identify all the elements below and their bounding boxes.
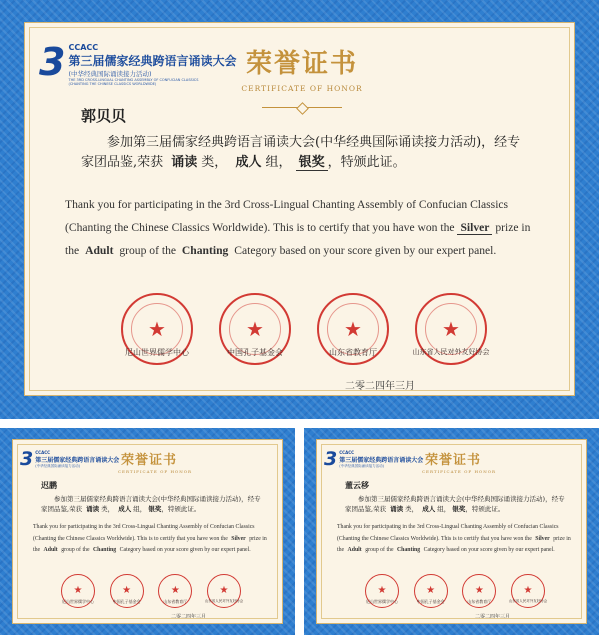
certificate-3-frame: [304, 428, 599, 635]
event-logo: [20, 450, 119, 469]
event-logo: [324, 450, 423, 469]
issue-date: 二零二四年三月: [475, 614, 511, 620]
certificate-3-paper: [316, 439, 587, 624]
logo-subtitle-cn: (中华经典国际诵读接力活动): [35, 464, 80, 468]
seals-row: [61, 574, 244, 608]
logo-subtitle-cn: (中华经典国际诵读接力活动): [339, 464, 384, 468]
honor-title: 荣誉证书: [245, 49, 358, 79]
star-icon: ★: [246, 317, 264, 341]
seals-row: [121, 293, 490, 365]
honor-subtitle: CERTIFICATE OF HONOR: [118, 469, 192, 474]
logo-numeral: 3: [324, 448, 338, 470]
certificate-2-paper: [12, 439, 283, 624]
seal-confucius-foundation: ★ 中国孔子基金会: [219, 293, 291, 365]
seal-shandong-friendship: ★ 山东省人民对外友好协会: [207, 574, 241, 608]
honor-title: 荣誉证书: [424, 453, 481, 468]
star-icon: ★: [148, 317, 166, 341]
body-english: Thank you for participating in the 3rd Cross-Lingual Chanting Assembly of Confucian Classics (Chanting the Chinese Classics Worldwide). This is to certify that you have won the Silver prize in the Adult group of the Chanting Category based on your score given by our expert panel.: [65, 198, 531, 257]
honor-title: 荣誉证书: [120, 453, 177, 468]
star-icon: ★: [442, 317, 460, 341]
star-icon: ★: [344, 317, 362, 341]
body-chinese: 参加第三届儒家经典跨语言诵读大会(中华经典国际诵读接力活动)，经专家团品鉴,荣获 诵读 类， 成人 组， 银奖，特颁此证。: [41, 495, 261, 514]
logo-subtitle-en-1: THE 3RD CROSS-LINGUAL CHANTING ASSEMBLY OF CONFUCIAN CLASSICS: [68, 78, 199, 82]
ornament-divider: [262, 107, 342, 108]
seal-shandong-education: ★ 山东省教育厅: [462, 574, 496, 608]
seal-nishan-center: ★ 尼山世界儒学中心: [61, 574, 95, 608]
star-icon: ★: [523, 585, 533, 596]
logo-numeral: 3: [39, 40, 66, 84]
logo-title: 第三届儒家经典跨语言诵读大会: [339, 457, 424, 464]
category-en: Chanting: [181, 244, 229, 257]
star-icon: ★: [122, 585, 132, 596]
seal-shandong-friendship: ★ 山东省人民对外友好协会: [415, 293, 487, 365]
recipient-name: 迟鹏: [41, 481, 57, 490]
body-english: Thank you for participating in the 3rd Cross-Lingual Chanting Assembly of Confucian Classics (Chanting the Chinese Classics Worldwide). This is to certify that you have won the Silver prize in the Adult group of the Chanting Category based on your score given by our expert panel.: [337, 524, 571, 553]
prize-en: Silver: [457, 221, 492, 235]
logo-subtitle-cn: (中华经典国际诵读接力活动): [68, 70, 152, 78]
star-icon: ★: [377, 585, 387, 596]
group-cn: 成人: [235, 155, 262, 171]
event-logo: [39, 40, 237, 86]
seal-confucius-foundation: ★ 中国孔子基金会: [414, 574, 448, 608]
star-icon: ★: [474, 585, 484, 596]
body-chinese: 参加第三届儒家经典跨语言诵读大会(中华经典国际诵读接力活动)，经专家团品鉴,荣获 诵读 类， 成人 组， 银奖，特颁此证。: [345, 495, 565, 514]
logo-numeral: 3: [20, 448, 34, 470]
logo-subtitle-en-2: (CHANTING THE CHINESE CLASSICS WORLDWIDE): [68, 82, 157, 86]
issue-date: 二零二四年三月: [171, 614, 207, 620]
seal-nishan-center: ★ 尼山世界儒学中心: [365, 574, 399, 608]
certificate-2-frame: [0, 428, 295, 635]
star-icon: ★: [73, 585, 83, 596]
main-certificate-paper: [24, 22, 575, 396]
seal-shandong-friendship: ★ 山东省人民对外友好协会: [511, 574, 545, 608]
issue-date: 二零二四年三月: [345, 381, 415, 392]
logo-title: 第三届儒家经典跨语言诵读大会: [35, 457, 120, 464]
seal-nishan-center: ★ 尼山世界儒学中心: [121, 293, 193, 365]
body-english: Thank you for participating in the 3rd Cross-Lingual Chanting Assembly of Confucian Classics (Chanting the Chinese Classics Worldwide). This is to certify that you have won the Silver prize in the Adult group of the Chanting Category based on your score given by our expert panel.: [33, 524, 267, 553]
body-chinese: 参加第三届儒家经典跨语言诵读大会(中华经典国际诵读接力活动)，经专家团品鉴,荣获 诵读 类， 成人 组， 银奖 ，特颁此证。: [81, 135, 521, 171]
logo-org: CCACC: [35, 450, 51, 455]
seal-shandong-education: ★ 山东省教育厅: [158, 574, 192, 608]
category-cn: 诵读: [171, 155, 198, 171]
seal-shandong-education: ★ 山东省教育厅: [317, 293, 389, 365]
logo-org: CCACC: [339, 450, 355, 455]
star-icon: ★: [170, 585, 180, 596]
seals-row: [365, 574, 548, 608]
honor-subtitle: CERTIFICATE OF HONOR: [422, 469, 496, 474]
group-en: Adult: [85, 244, 114, 257]
recipient-name: 董云移: [345, 481, 369, 490]
seal-confucius-foundation: ★ 中国孔子基金会: [110, 574, 144, 608]
logo-title: 第三届儒家经典跨语言诵读大会: [68, 54, 237, 68]
honor-subtitle: CERTIFICATE OF HONOR: [241, 84, 363, 93]
logo-org: CCACC: [68, 43, 99, 52]
honor-heading: [118, 449, 192, 474]
prize-cn: 银奖: [296, 155, 328, 171]
recipient-name: 郭贝贝: [81, 107, 127, 125]
star-icon: ★: [426, 585, 436, 596]
honor-heading: [239, 43, 365, 108]
star-icon: ★: [219, 585, 229, 596]
honor-heading: [422, 449, 496, 474]
